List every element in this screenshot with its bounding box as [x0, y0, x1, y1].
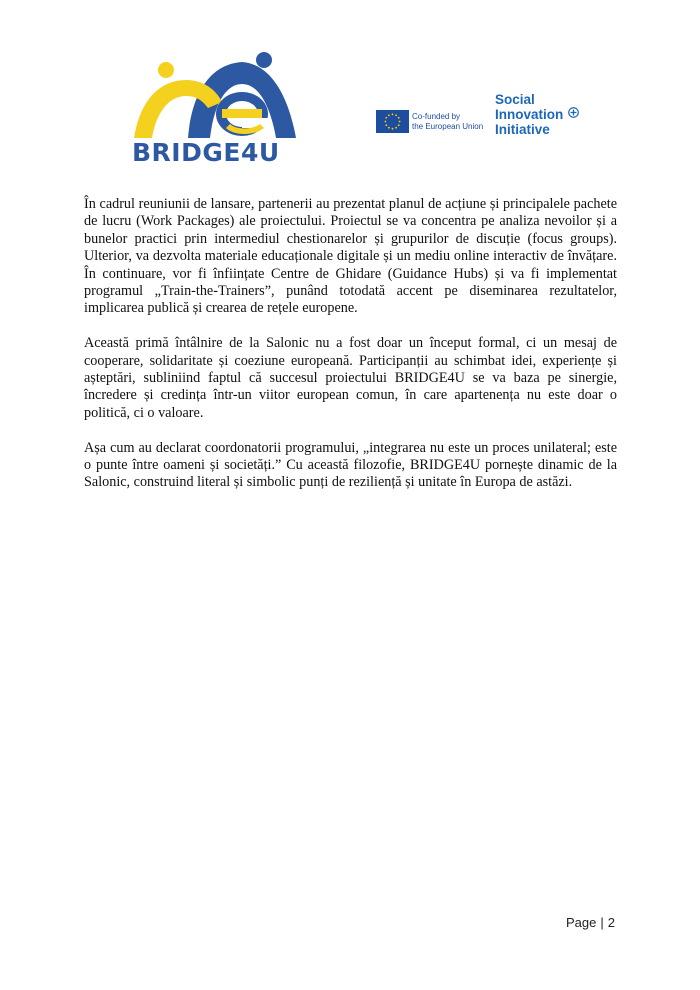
sii-line-initiative: Initiative [495, 122, 550, 137]
bridge4u-logo-mark [130, 50, 300, 140]
article-body [84, 196, 617, 509]
bridge4u-wordmark: BRIDGE4U [132, 138, 280, 167]
bridge4u-logo [130, 50, 300, 170]
sii-line-innovation: Innovation [495, 107, 564, 122]
page-separator: | [600, 915, 604, 930]
plus-circle-icon [568, 107, 579, 118]
page-label: Page [566, 915, 597, 930]
eu-cofunding-line2: the European Union [412, 122, 484, 131]
eu-cofunding-line1: Co-funded by [412, 112, 461, 121]
page-header [0, 0, 700, 175]
paragraph-coordinators-quote: Așa cum au declarat coordonatorii programului, „integrarea nu este un proces unilateral; este o punte între oameni și societăți.” Cu această filozofie, BRIDGE4U pornește dinamic de la Salonic, construind literal și simbolic punți de reziliență și unitate în Europa de astăzi. [84, 439, 617, 491]
paragraph-work-packages: În cadrul reuniunii de lansare, partenerii au prezentat planul de acțiune și principalele pachete de lucru (Work Packages) ale proiectului. Proiectul se va concentra pe analiza nevoilor și a bunelor practici prin intermediul chestionarelor și grupurilor de discuție (focus groups). Ulterior, va dezvolta materiale educaționale digitale și un mediu online interactiv de învățare. În continuare, vor fi înființate Centre de Ghidare (Guidance Hubs) și va fi implementat programul „Train-the-Trainers”, punând totodată accent pe diseminarea rezultatelor, implicarea publică și crearea de rețele europene. [84, 196, 617, 317]
page-footer [566, 915, 615, 930]
social-innovation-initiative-logo [495, 92, 605, 137]
eu-cofunding-label [412, 112, 502, 132]
sii-line-social: Social [495, 92, 535, 107]
page-number: 2 [607, 915, 615, 930]
paragraph-salonic-meeting: Această primă întâlnire de la Salonic nu a fost doar un început formal, ci un mesaj de cooperare, solidaritate și coeziune europeană. Participanții au schimbat idei, experiențe și așteptări, subliniind faptul că succesul proiectului BRIDGE4U se va baza pe sinergie, încredere și credința într-un viitor european comun, în care apartenența nu este doar o politică, ci o valoare. [84, 335, 617, 421]
eu-flag-icon [376, 110, 409, 133]
